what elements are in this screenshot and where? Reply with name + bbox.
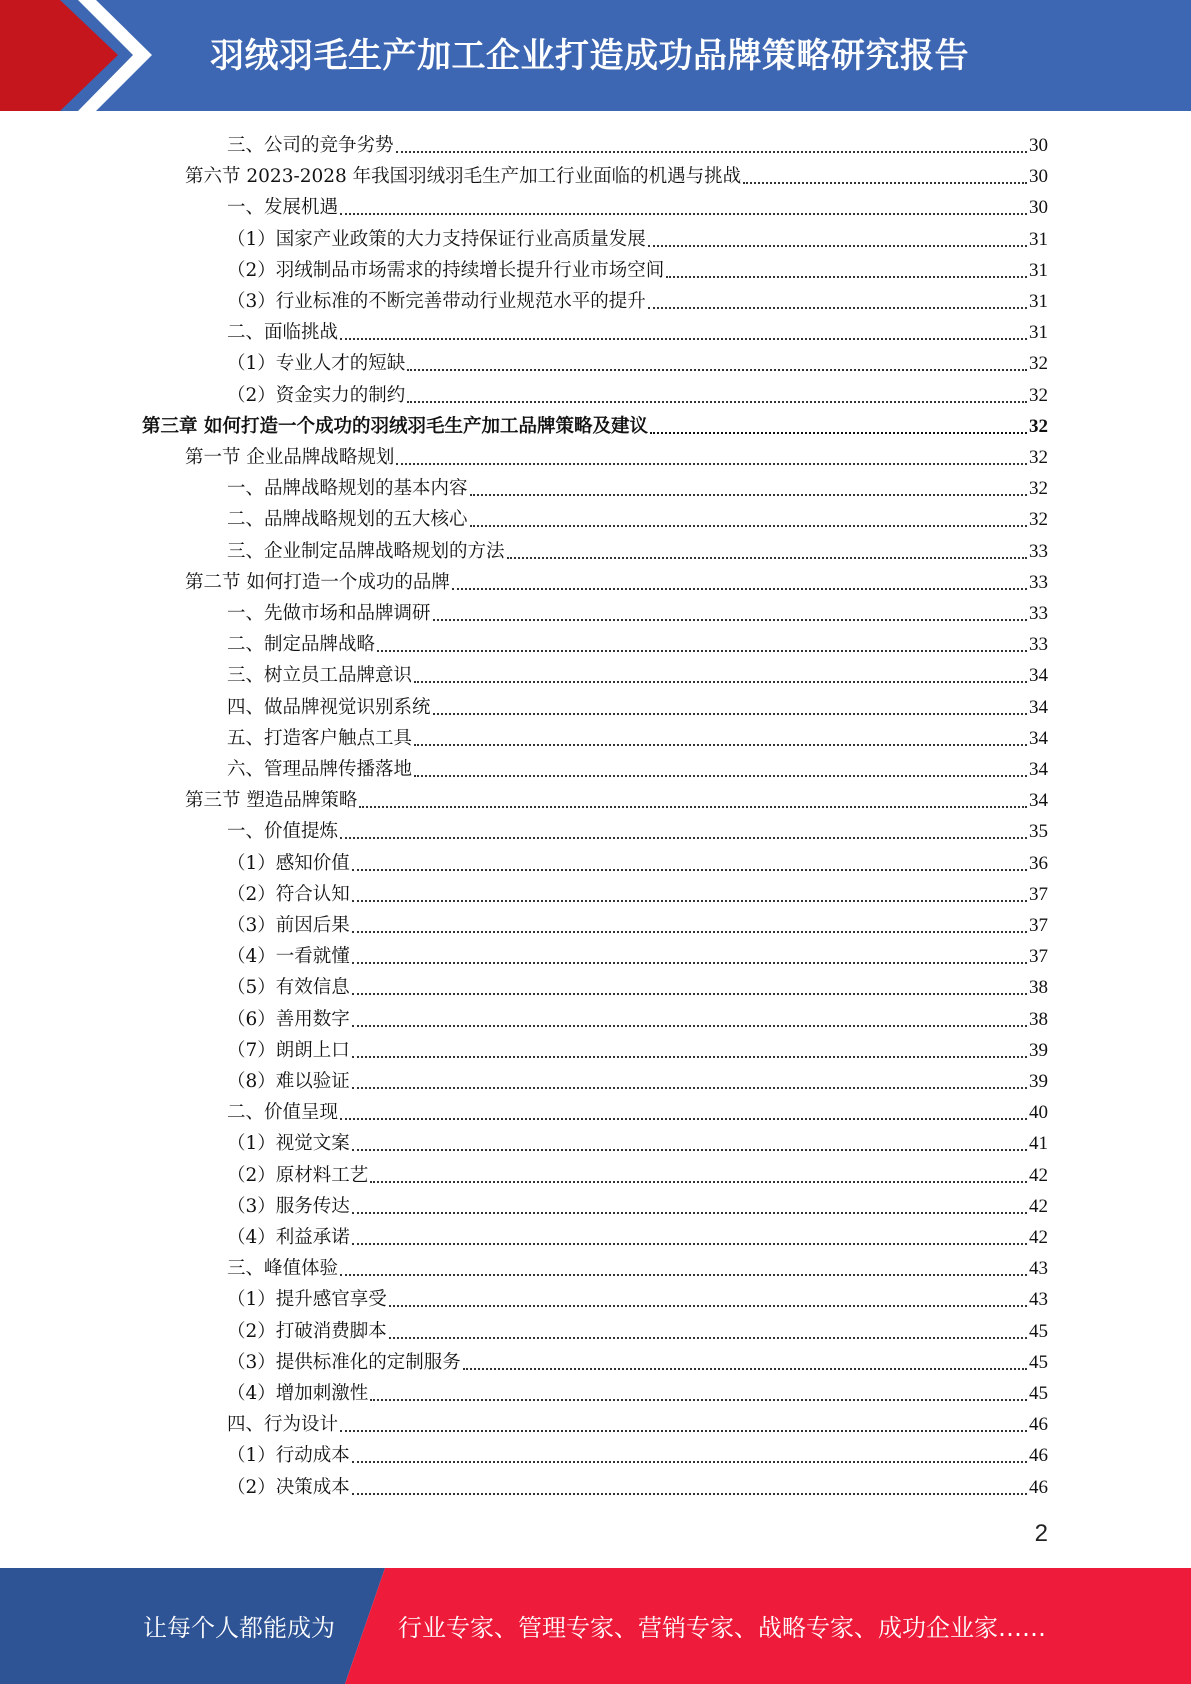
toc-entry[interactable] [227,1344,1048,1375]
toc-leader-dots [340,338,1027,340]
toc-leader-dots [359,806,1027,808]
toc-entry-page: 39 [1029,1039,1048,1061]
toc-entry-page: 32 [1029,509,1048,531]
toc-entry-label: 第三节 塑造品牌策略 [185,790,358,812]
toc-entry-label: （2）打破消费脚本 [227,1320,387,1342]
toc-leader-dots [463,1368,1027,1370]
toc-entry[interactable] [227,1437,1048,1468]
toc-entry-label: 一、先做市场和品牌调研 [227,603,431,624]
toc-entry-page: 46 [1029,1414,1048,1436]
toc-entry-label: 二、品牌战略规划的五大核心 [227,509,468,531]
toc-entry[interactable] [227,283,1048,314]
toc-leader-dots [352,1493,1027,1495]
toc-leader-dots [340,213,1027,215]
toc-entry-label: （2）决策成本 [227,1476,350,1498]
toc-entry-label: 二、面临挑战 [227,322,339,344]
toc-entry[interactable] [227,845,1048,876]
toc-leader-dots [433,619,1027,621]
toc-entry-label: （7）朗朗上口 [227,1039,350,1061]
toc-entry-label: （3）服务传达 [227,1195,350,1217]
toc-entry-page: 33 [1029,634,1048,656]
toc-entry-page: 42 [1029,1227,1048,1248]
toc-entry-page: 45 [1029,1320,1048,1342]
toc-entry-label: 三、企业制定品牌战略规划的方法 [227,540,505,562]
toc-entry-label: （2）资金实力的制约 [227,384,406,406]
toc-leader-dots [352,962,1027,964]
toc-entry-label: 第六节 2023-2028 年我国羽绒羽毛生产加工行业面临的机遇与挑战 [185,166,742,188]
toc-leader-dots [340,837,1027,839]
toc-entry[interactable] [185,439,1048,470]
header-flag-graphic [0,0,160,111]
toc-entry-label: （3）行业标准的不断完善带动行业规范水平的提升 [227,291,646,312]
toc-entry[interactable] [227,314,1048,345]
toc-entry[interactable] [227,720,1048,751]
toc-entry-page: 31 [1029,291,1048,312]
toc-leader-dots [396,463,1027,465]
toc-entry[interactable] [227,1063,1048,1094]
toc-entry[interactable] [185,564,1048,595]
toc-leader-dots [377,650,1027,652]
toc-leader-dots [433,713,1027,715]
toc-leader-dots [648,245,1027,247]
toc-entry-page: 30 [1029,135,1048,156]
toc-entry[interactable] [227,751,1048,782]
toc-entry[interactable] [227,813,1048,844]
toc-entry[interactable] [185,782,1048,813]
footer-slogan-right: 行业专家、管理专家、营销专家、战略专家、成功企业家…… [398,1614,1046,1642]
toc-entry[interactable] [185,158,1048,189]
toc-leader-dots [470,525,1027,527]
toc-leader-dots [414,744,1027,746]
toc-entry-page: 34 [1029,696,1048,718]
toc-entry-label: （1）感知价值 [227,852,350,874]
toc-entry-page: 37 [1029,883,1048,905]
toc-entry[interactable] [227,938,1048,969]
toc-entry-label: （3）前因后果 [227,915,350,936]
toc-leader-dots [370,1181,1027,1183]
toc-entry-page: 42 [1029,1164,1048,1186]
toc-entry-page: 32 [1029,353,1048,375]
toc-entry-label: 二、价值呈现 [227,1102,339,1124]
toc-entry-label: （2）原材料工艺 [227,1164,369,1186]
toc-entry-label: 一、价值提炼 [227,821,339,843]
toc-entry[interactable] [227,969,1048,1000]
toc-leader-dots [389,1337,1027,1339]
toc-leader-dots [507,557,1027,559]
toc-entry-page: 32 [1029,384,1048,406]
toc-leader-dots [414,775,1027,777]
toc-leader-dots [396,151,1027,153]
toc-entry-label: （1）提升感官享受 [227,1289,387,1311]
toc-entry-page: 30 [1029,197,1048,219]
toc-leader-dots [389,1305,1027,1307]
toc-entry-label: （2）羽绒制品市场需求的持续增长提升行业市场空间 [227,259,665,281]
toc-leader-dots [352,1461,1027,1463]
toc-entry-page: 36 [1029,852,1048,874]
toc-entry-label: （4）利益承诺 [227,1227,350,1248]
toc-entry[interactable] [142,408,1048,439]
toc-entry-label: （1）专业人才的短缺 [227,353,406,375]
toc-entry-page: 41 [1029,1133,1048,1155]
toc-entry-page: 39 [1029,1071,1048,1092]
page-footer [0,1568,1191,1684]
toc-entry[interactable] [227,1001,1048,1032]
footer-slogan-left: 让每个人都能成为 [143,1614,335,1642]
toc-entry-page: 35 [1029,821,1048,843]
toc-entry[interactable] [227,501,1048,532]
toc-leader-dots [352,1243,1027,1245]
toc-leader-dots [352,1212,1027,1214]
toc-leader-dots [352,869,1027,871]
toc-leader-dots [407,369,1027,371]
toc-leader-dots [352,1056,1027,1058]
toc-entry-page: 34 [1029,759,1048,780]
toc-entry-page: 45 [1029,1351,1048,1373]
toc-entry-page: 31 [1029,322,1048,344]
toc-leader-dots [352,1149,1027,1151]
toc-entry-page: 34 [1029,727,1048,749]
toc-entry-label: 一、品牌战略规划的基本内容 [227,478,468,500]
toc-entry-label: （1）国家产业政策的大力支持保证行业高质量发展 [227,228,646,250]
toc-leader-dots [352,1025,1027,1027]
toc-entry-label: 二、制定品牌战略 [227,634,376,656]
report-title: 羽绒羽毛生产加工企业打造成功品牌策略研究报告 [210,36,969,76]
toc-entry-page: 32 [1029,478,1048,500]
toc-leader-dots [340,1274,1027,1276]
toc-entry-page: 43 [1029,1289,1048,1311]
toc-entry-label: （4）增加刺激性 [227,1383,369,1404]
toc-entry[interactable] [227,1250,1048,1281]
toc-leader-dots [370,1399,1027,1401]
toc-entry[interactable] [227,252,1048,283]
toc-leader-dots [407,401,1027,403]
toc-entry-label: （1）视觉文案 [227,1133,350,1155]
toc-entry-label: （3）提供标准化的定制服务 [227,1351,461,1373]
toc-entry-page: 34 [1029,665,1048,687]
toc-entry-page: 38 [1029,977,1048,999]
toc-entry[interactable] [227,221,1048,252]
toc-entry-label: 四、做品牌视觉识别系统 [227,696,431,718]
toc-entry[interactable] [227,1125,1048,1156]
toc-entry[interactable] [227,876,1048,907]
toc-entry-page: 46 [1029,1476,1048,1498]
toc-entry[interactable] [227,127,1048,158]
toc-entry[interactable] [227,189,1048,220]
toc-entry-label: （2）符合认知 [227,883,350,905]
toc-entry[interactable] [227,1281,1048,1312]
toc-entry-page: 37 [1029,946,1048,968]
toc-entry[interactable] [227,345,1048,376]
toc-entry-label: 一、发展机遇 [227,197,339,219]
toc-entry-page: 42 [1029,1195,1048,1217]
toc-entry-page: 43 [1029,1258,1048,1280]
toc-entry[interactable] [227,377,1048,408]
toc-leader-dots [340,1430,1027,1432]
toc-entry-page: 38 [1029,1008,1048,1030]
toc-entry-page: 34 [1029,790,1048,812]
toc-leader-dots [340,1118,1027,1120]
toc-leader-dots [743,182,1027,184]
page-number: 2 [1034,1520,1048,1547]
toc-leader-dots [352,931,1027,933]
toc-entry-page: 33 [1029,540,1048,562]
toc-entry-label: 四、行为设计 [227,1414,339,1436]
toc-entry-page: 37 [1029,915,1048,936]
toc-leader-dots [352,900,1027,902]
toc-entry[interactable] [227,470,1048,501]
toc-leader-dots [352,993,1027,995]
toc-leader-dots [414,681,1027,683]
toc-entry-page: 32 [1029,415,1048,437]
toc-leader-dots [470,494,1027,496]
report-header [0,0,1191,111]
toc-entry-page: 33 [1029,571,1048,593]
toc-entry-label: 六、管理品牌传播落地 [227,759,413,780]
toc-entry[interactable] [227,1406,1048,1437]
toc-entry[interactable] [227,1157,1048,1188]
toc-entry[interactable] [227,689,1048,720]
toc-leader-dots [452,588,1027,590]
toc-entry-page: 33 [1029,603,1048,624]
toc-entry-page: 46 [1029,1445,1048,1467]
toc-entry[interactable] [227,626,1048,657]
toc-leader-dots [352,1087,1027,1089]
toc-entry-page: 45 [1029,1383,1048,1404]
toc-entry[interactable] [227,1188,1048,1219]
toc-entry-label: （5）有效信息 [227,977,350,999]
toc-entry-page: 40 [1029,1102,1048,1124]
toc-entry-label: 三、树立员工品牌意识 [227,665,413,687]
toc-entry-label: 第一节 企业品牌战略规划 [185,447,395,468]
toc-entry[interactable] [227,1094,1048,1125]
toc-entry[interactable] [227,1375,1048,1406]
toc-entry[interactable] [227,1219,1048,1250]
toc-entry[interactable] [227,1032,1048,1063]
toc-entry-label: 第二节 如何打造一个成功的品牌 [185,571,450,593]
toc-entry-label: （8）难以验证 [227,1071,350,1092]
toc-entry-label: （6）善用数字 [227,1008,350,1030]
toc-entry[interactable] [227,533,1048,564]
toc-leader-dots [648,307,1027,309]
toc-entry-label: 三、峰值体验 [227,1258,339,1280]
toc-entry-page: 31 [1029,228,1048,250]
toc-entry[interactable] [227,657,1048,688]
toc-entry-label: 三、公司的竞争劣势 [227,135,394,156]
toc-entry-label: 五、打造客户触点工具 [227,727,413,749]
toc-entry-label: （4）一看就懂 [227,946,350,968]
toc-entry[interactable] [227,907,1048,938]
toc-entry-page: 31 [1029,259,1048,281]
toc-entry-label: （1）行动成本 [227,1445,350,1467]
toc-leader-dots [650,432,1027,434]
toc-entry-page: 32 [1029,447,1048,468]
toc-entry[interactable] [227,1313,1048,1344]
toc-entry[interactable] [227,595,1048,626]
toc-entry[interactable] [227,1469,1048,1500]
toc-leader-dots [666,276,1027,278]
toc-entry-page: 30 [1029,166,1048,188]
toc-entry-label: 第三章 如何打造一个成功的羽绒羽毛生产加工品牌策略及建议 [142,415,648,437]
